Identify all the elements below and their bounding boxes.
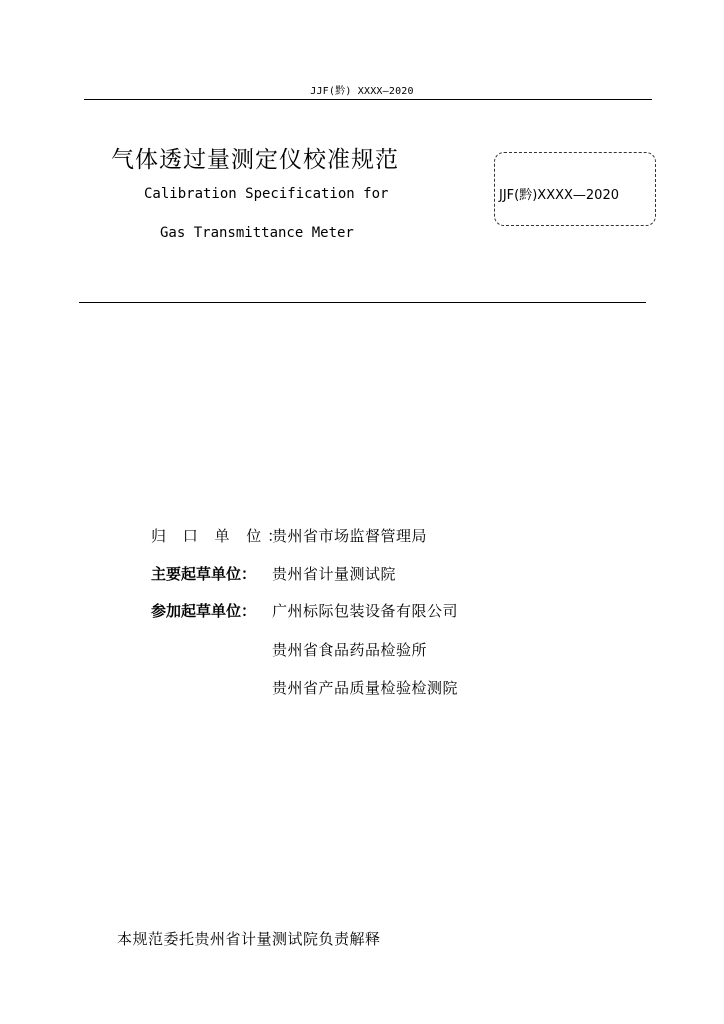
standard-code-box-text: JJF(黔)XXXX—2020 <box>499 188 619 203</box>
centralized-unit-value: 贵州省市场监督管理局 <box>272 527 428 545</box>
centralized-unit-row <box>151 526 427 546</box>
document-title-chinese: 气体透过量测定仪校准规范 <box>111 147 399 173</box>
participating-drafter-value: 广州标际包装设备有限公司 <box>272 602 459 620</box>
title-divider <box>79 302 646 303</box>
centralized-unit-label: 归 口 单 位： <box>151 527 289 545</box>
participating-drafter-label: 参加起草单位： <box>151 602 257 620</box>
interpretation-note: 本规范委托贵州省计量测试院负责解释 <box>117 930 381 948</box>
standard-code-box <box>494 152 656 226</box>
participating-drafter-value: 贵州省产品质量检验检测院 <box>272 679 459 697</box>
participating-drafter-row <box>151 601 458 621</box>
main-drafter-label: 主要起草单位： <box>151 565 257 583</box>
header-divider <box>84 99 652 100</box>
participating-drafter-row <box>151 640 427 660</box>
participating-drafter-value: 贵州省食品药品检验所 <box>272 641 428 659</box>
main-drafter-row <box>151 564 396 584</box>
main-drafter-value: 贵州省计量测试院 <box>272 565 397 583</box>
document-title-english-line2: Gas Transmittance Meter <box>160 225 354 241</box>
document-title-english-line1: Calibration Specification for <box>144 186 389 202</box>
header-standard-code: JJF(黔) XXXX—2020 <box>310 86 414 97</box>
participating-drafter-row <box>151 678 458 698</box>
